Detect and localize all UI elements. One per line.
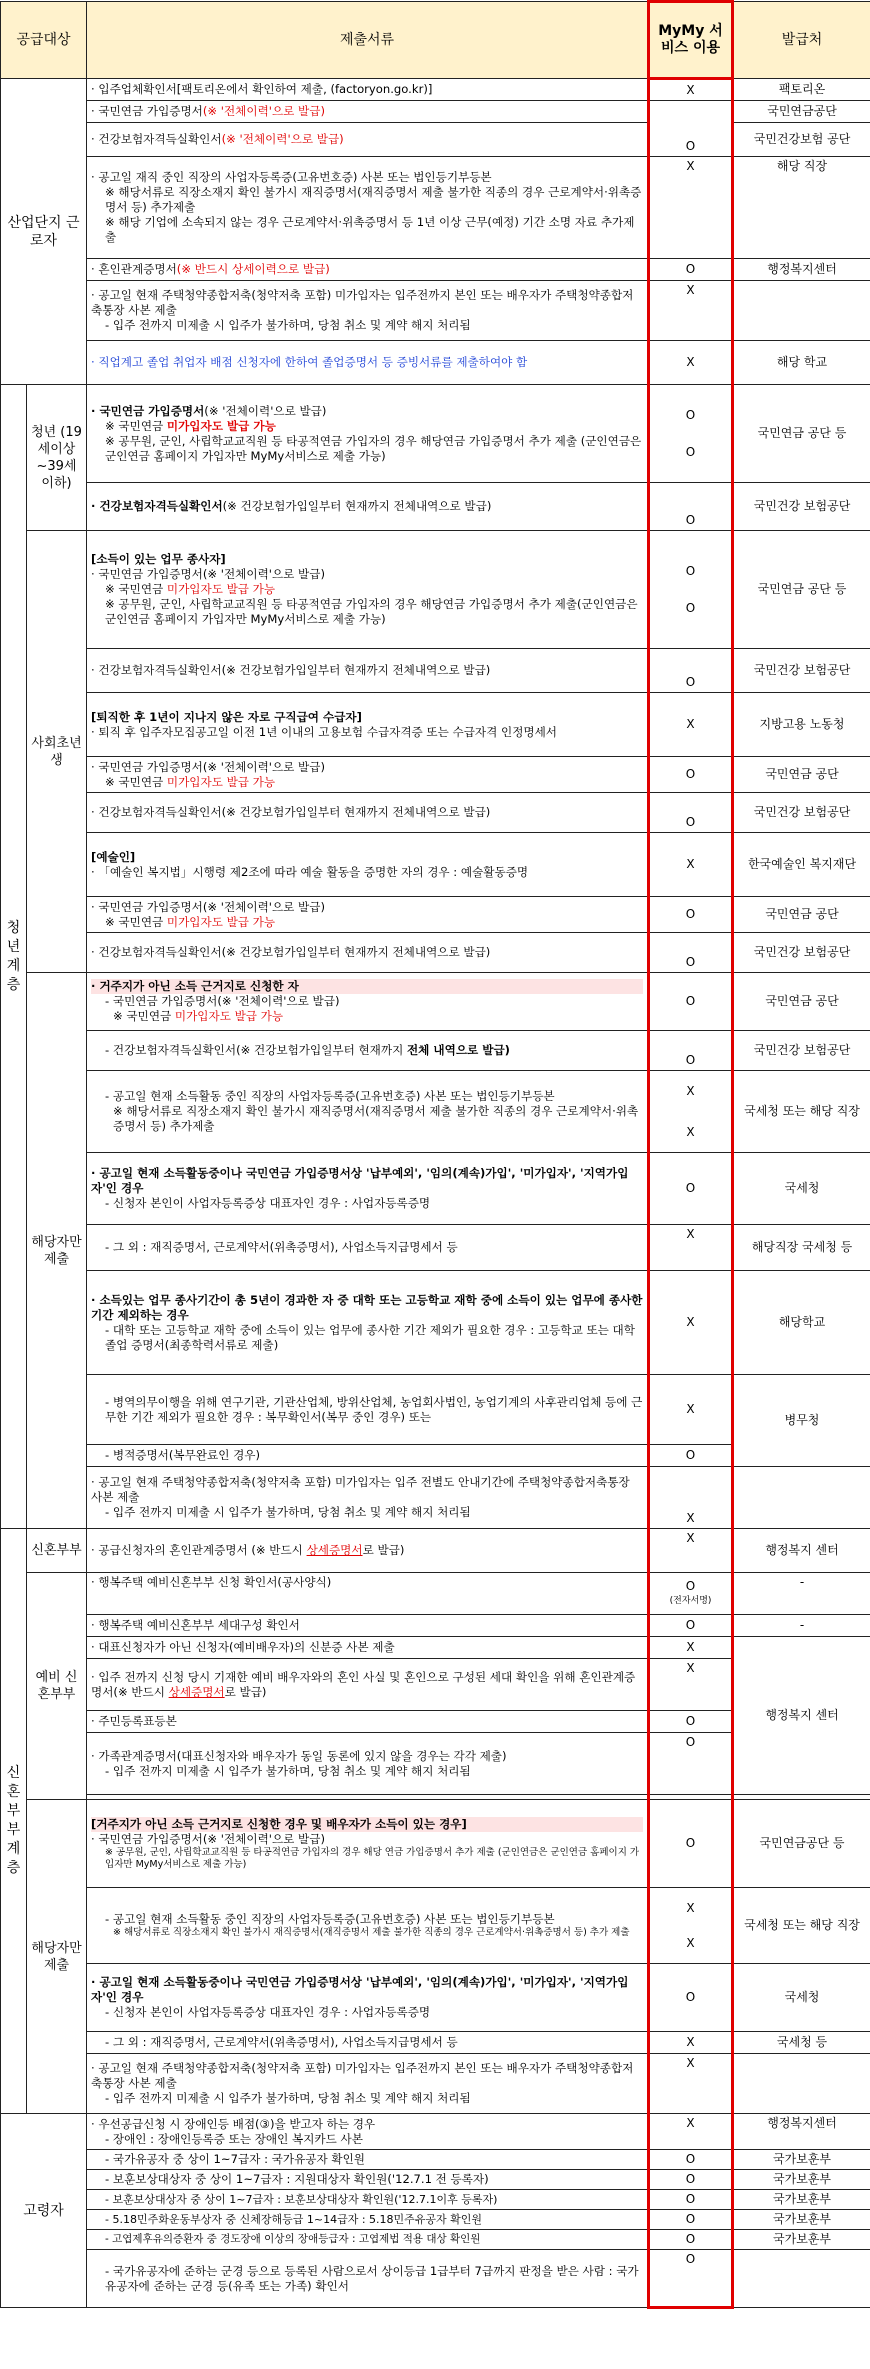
issuer-cell: 국민연금 공단 <box>733 897 870 933</box>
doc-cell: - 공고일 현재 소득활동 중인 직장의 사업자등록증(고유번호증) 사본 또는 법인등기부등본 ※ 해당서류로 직장소재지 확인 불가시 재직증명서(재직증명서 제출 불가한 직종의 경우 근로계약서·위촉증명서 등) 추가제출 <box>87 1071 649 1153</box>
issuer-cell: 국가보훈부 <box>733 2230 870 2250</box>
mymy-mark: O <box>649 1615 733 1637</box>
mymy-mark: X <box>649 1659 733 1711</box>
doc-cell: [퇴직한 후 1년이 지나지 않은 자로 구직급여 수급자] · 퇴직 후 입주자모집공고일 이전 1년 이내의 고용보험 수급자격증 또는 수급자격 인정명세서 <box>87 693 649 757</box>
col-header-mymy-service: MyMy 서비스 이용 <box>649 2 733 79</box>
table-row <box>1 531 870 649</box>
doc-cell: · 직업계고 졸업 취업자 배점 신청자에 한하여 졸업증명서 등 증빙서류를 제출하여야 함 <box>87 341 649 385</box>
table-row <box>1 2032 870 2054</box>
issuer-cell: 국민연금 공단 <box>733 757 870 793</box>
table-row <box>1 79 870 101</box>
table-row <box>1 2230 870 2250</box>
mymy-mark: O <box>649 1445 733 1467</box>
issuer-cell: 팩토리온 <box>733 79 870 101</box>
issuer-cell <box>733 281 870 341</box>
issuer-cell: 국가보훈부 <box>733 2210 870 2230</box>
mymy-mark: O <box>649 101 733 157</box>
table-row <box>1 933 870 973</box>
issuer-cell: 국세청 또는 해당 직장 <box>733 1071 870 1153</box>
table-row <box>1 157 870 259</box>
table-header-row <box>1 2 870 79</box>
mymy-mark: O <box>649 649 733 693</box>
doc-cell: · 입주업체확인서[팩토리온에서 확인하여 제출, (factoryon.go.kr)] <box>87 79 649 101</box>
issuer-cell: 국가보훈부 <box>733 2150 870 2170</box>
mymy-mark: X <box>649 1271 733 1375</box>
mymy-mark: X <box>649 1225 733 1271</box>
doc-cell: · 건강보험자격득실확인서(※ 건강보험가입일부터 현재까지 전체내역으로 발급) <box>87 483 649 531</box>
mymy-mark: X <box>649 341 733 385</box>
table-row <box>1 2114 870 2150</box>
doc-cell: - 공고일 현재 소득활동 중인 직장의 사업자등록증(고유번호증) 사본 또는 법인등기부등본 ※ 해당서류로 직장소재지 확인 불가시 재직증명서(재직증명서 제출 불가한 직종의 경우 근로계약서·위촉증명서 등) 추가 제출 <box>87 1888 649 1964</box>
mymy-mark: O <box>649 2250 733 2308</box>
mymy-mark: X <box>649 2054 733 2114</box>
table-row <box>1 259 870 281</box>
doc-cell: · 주민등록표등본 <box>87 1711 649 1733</box>
table-row <box>1 2250 870 2308</box>
table-row <box>1 281 870 341</box>
doc-cell: · 우선공급신청 시 장애인등 배점(③)을 받고자 하는 경우 - 장애인 : 장애인등록증 또는 장애인 복지카드 사본 <box>87 2114 649 2150</box>
doc-cell: [예술인] · 「예술인 복지법」시행령 제2조에 따라 예술 활동을 증명한 자의 경우 : 예술활동증명 <box>87 833 649 897</box>
issuer-cell: 해당 직장 <box>733 157 870 259</box>
col-header-issuer: 발급처 <box>733 2 870 79</box>
doc-cell: · 입주 전까지 신청 당시 기재한 예비 배우자와의 혼인 사실 및 혼인으로 구성된 세대 확인을 위해 혼인관계증명서(※ 반드시 상세증명서로 발급) <box>87 1659 649 1711</box>
doc-cell: · 건강보험자격득실확인서(※ 건강보험가입일부터 현재까지 전체내역으로 발급) <box>87 933 649 973</box>
issuer-cell: - <box>733 1615 870 1637</box>
doc-cell: - 병적증명서(복무완료인 경우) <box>87 1445 649 1467</box>
doc-cell: [거주지가 아닌 소득 근거지로 신청한 경우 및 배우자가 소득이 있는 경우] · 국민연금 가입증명서(※ '전체이력'으로 발급) ※ 공무원, 군인, 사립학교교직원 등 타공적연금 가입자의 경우 해당 연금 가입증명서 추가 제출 (군인연금은 군인연금 홈페이지 가입자만 MyMy서비스로 제출 가능) <box>87 1800 649 1888</box>
mymy-mark: X <box>649 1467 733 1529</box>
table-row <box>1 1964 870 2032</box>
table-row <box>1 1225 870 1271</box>
table-row <box>1 341 870 385</box>
table-row <box>1 1031 870 1071</box>
mymy-mark: O <box>649 1800 733 1888</box>
doc-cell: · 혼인관계증명서(※ 반드시 상세이력으로 발급) <box>87 259 649 281</box>
table-row <box>1 2150 870 2170</box>
mymy-mark: O <box>649 1031 733 1071</box>
issuer-cell: 행정복지 센터 <box>733 1637 870 1795</box>
table-row <box>1 1888 870 1964</box>
table-row <box>1 2170 870 2190</box>
issuer-cell: 국가보훈부 <box>733 2170 870 2190</box>
mymy-mark: O <box>649 483 733 531</box>
doc-cell: - 건강보험자격득실확인서(※ 건강보험가입일부터 현재까지 전체 내역으로 발급) <box>87 1031 649 1071</box>
table-row <box>1 1071 870 1153</box>
doc-cell: · 공급신청자의 혼인관계증명서 (※ 반드시 상세증명서로 발급) <box>87 1529 649 1573</box>
group-newlywed: 신혼부부계층 <box>1 1529 27 2114</box>
doc-cell: [소득이 있는 업무 종사자] · 국민연금 가입증명서(※ '전체이력'으로 발급) ※ 국민연금 미가입자도 발급 가능 ※ 공무원, 군인, 사립학교교직원 등 타공적연금 가입자의 경우 해당연금 가입증명서 추가 제출(군인연금은 군인연금 홈페이지 가입자만 MyMy서비스로 제출 가능) <box>87 531 649 649</box>
table-row <box>1 973 870 1031</box>
table-row <box>1 1271 870 1375</box>
table-row <box>1 757 870 793</box>
table-row <box>1 2054 870 2114</box>
issuer-cell: 행정복지센터 <box>733 259 870 281</box>
doc-cell: · 국민연금 가입증명서(※ '전체이력'으로 발급) ※ 국민연금 미가입자도 발급 가능 <box>87 757 649 793</box>
mymy-mark: X <box>649 281 733 341</box>
mymy-mark: O <box>649 897 733 933</box>
issuer-cell: 국민건강 보험공단 <box>733 483 870 531</box>
table-row <box>1 897 870 933</box>
subgroup-newlywed: 신혼부부 <box>27 1529 87 1573</box>
issuer-cell: 지방고용 노동청 <box>733 693 870 757</box>
table-row <box>1 793 870 833</box>
issuer-cell: 국민건강 보험공단 <box>733 649 870 693</box>
issuer-cell: 행정복지 센터 <box>733 1529 870 1573</box>
mymy-mark: X <box>649 2114 733 2150</box>
mymy-mark: O O <box>649 385 733 483</box>
doc-cell: - 5.18민주화운동부상자 중 신체장해등급 1~14급자 : 5.18민주유공자 확인원 <box>87 2210 649 2230</box>
doc-cell: · 공고일 현재 주택청약종합저축(청약저축 포함) 미가입자는 입주전까지 본인 또는 배우자가 주택청약종합저축통장 사본 제출 - 입주 전까지 미제출 시 입주가 불가하며, 당첨 취소 및 계약 해지 처리됨 <box>87 2054 649 2114</box>
mymy-mark: X X <box>649 1071 733 1153</box>
doc-cell: · 행복주택 예비신혼부부 세대구성 확인서 <box>87 1615 649 1637</box>
doc-cell: · 건강보험자격득실확인서(※ 건강보험가입일부터 현재까지 전체내역으로 발급) <box>87 649 649 693</box>
issuer-cell: 병무청 <box>733 1375 870 1467</box>
issuer-cell: 해당직장 국세청 등 <box>733 1225 870 1271</box>
mymy-mark: X X <box>649 1888 733 1964</box>
table-row <box>1 1615 870 1637</box>
doc-cell: · 공고일 현재 주택청약종합저축(청약저축 포함) 미가입자는 입주 전별도 안내기간에 주택청약종합저축통장 사본 제출 - 입주 전까지 미제출 시 입주가 불가하며, 당첨 취소 및 계약 해지 처리됨 <box>87 1467 649 1529</box>
issuer-cell: 국세청 <box>733 1964 870 2032</box>
doc-cell: · 국민연금 가입증명서(※ '전체이력'으로 발급) <box>87 101 649 123</box>
issuer-cell <box>733 2054 870 2114</box>
issuer-cell: 국민연금 공단 등 <box>733 531 870 649</box>
mymy-mark: O <box>649 2210 733 2230</box>
mymy-mark: X <box>649 1375 733 1445</box>
table-row <box>1 693 870 757</box>
doc-cell: · 공고일 현재 주택청약종합저축(청약저축 포함) 미가입자는 입주전까지 본인 또는 배우자가 주택청약종합저축통장 사본 제출 - 입주 전까지 미제출 시 입주가 불가하며, 당첨 취소 및 계약 해지 처리됨 <box>87 281 649 341</box>
mymy-mark: O <box>649 259 733 281</box>
table-row <box>1 1153 870 1225</box>
issuer-cell: 국가보훈부 <box>733 2190 870 2210</box>
issuer-cell: 국민건강 보험공단 <box>733 793 870 833</box>
subgroup-early-career: 사회초년생 <box>27 531 87 973</box>
table-row <box>1 385 870 483</box>
doc-cell: · 공고일 재직 중인 직장의 사업자등록증(고유번호증) 사본 또는 법인등기부등본 ※ 해당서류로 직장소재지 확인 불가시 재직증명서(재직증명서 제출 불가한 직종의 경우 근로계약서·위촉증명서 등) 추가제출 ※ 해당 기업에 소속되지 않는 경우 근로계약서·위촉증명서 등 1년 이상 근무(예정) 기간 소명 자료 추가제출 <box>87 157 649 259</box>
table-row <box>1 1467 870 1529</box>
group-youth: 청년계층 <box>1 385 27 1529</box>
table-row <box>1 1375 870 1445</box>
issuer-cell: 해당학교 <box>733 1271 870 1375</box>
group-industrial: 산업단지 근로자 <box>1 79 87 385</box>
mymy-mark: X <box>649 2032 733 2054</box>
doc-cell: · 가족관계증명서(대표신청자와 배우자가 동일 동론에 있지 않을 경우는 각각 제출) - 입주 전까지 미제출 시 입주가 불가하며, 당첨 취소 및 계약 해지 처리됨 <box>87 1733 649 1795</box>
mymy-mark: X <box>649 157 733 259</box>
table-row <box>1 833 870 897</box>
mymy-mark: X <box>649 79 733 101</box>
doc-cell: - 그 외 : 재직증명서, 근로계약서(위촉증명서), 사업소득지급명세서 등 <box>87 1225 649 1271</box>
doc-cell: · 건강보험자격득실확인서(※ '전체이력'으로 발급) <box>87 123 649 157</box>
table-row <box>1 483 870 531</box>
doc-cell: - 고엽제후유의증환자 중 경도장애 이상의 장애등급자 : 고엽제법 적용 대상 확인원 <box>87 2230 649 2250</box>
mymy-mark: X <box>649 693 733 757</box>
issuer-cell: 국민연금공단 <box>733 101 870 123</box>
doc-cell: - 국가유공자 중 상이 1~7급자 : 국가유공자 확인원 <box>87 2150 649 2170</box>
subgroup-newlywed-optional: 해당자만 제출 <box>27 1800 87 2114</box>
table-row <box>1 1637 870 1659</box>
mymy-mark: O <box>649 2150 733 2170</box>
mymy-mark: X <box>649 1529 733 1573</box>
issuer-cell: 해당 학교 <box>733 341 870 385</box>
issuer-cell <box>733 2250 870 2308</box>
col-header-documents: 제출서류 <box>87 2 649 79</box>
mymy-mark: O <box>649 973 733 1031</box>
doc-cell: · 행복주택 예비신혼부부 신청 확인서(공사양식) <box>87 1573 649 1615</box>
doc-cell: · 소득있는 업무 종사기간이 총 5년이 경과한 자 중 대학 또는 고등학교 재학 중에 소득이 있는 업무에 종사한 기간 제외하는 경우 - 대학 또는 고등학교 재학 중에 소득이 있는 업무에 종사한 기간 제외가 필요한 경우 : 고등학교 또는 대학 졸업 증명서(최종학력서류로 제출) <box>87 1271 649 1375</box>
doc-cell: · 국민연금 가입증명서(※ '전체이력'으로 발급) ※ 국민연금 미가입자도 발급 가능 ※ 공무원, 군인, 사립학교교직원 등 타공적연금 가입자의 경우 해당연금 가입증명서 추가 제출 (군인연금은 군인연금 홈페이지 가입자만 MyMy서비스로 제출 가능) <box>87 385 649 483</box>
mymy-mark: O <box>649 1733 733 1795</box>
table-row <box>1 649 870 693</box>
issuer-cell: 국민연금 공단 <box>733 973 870 1031</box>
mymy-mark: X <box>649 833 733 897</box>
mymy-mark: O <box>649 1711 733 1733</box>
mymy-mark: O <box>649 2170 733 2190</box>
mymy-mark: O O <box>649 531 733 649</box>
issuer-cell: 국민연금공단 등 <box>733 1800 870 1888</box>
col-header-target: 공급대상 <box>1 2 87 79</box>
mymy-mark: O <box>649 757 733 793</box>
mymy-mark: O <box>649 1964 733 2032</box>
table-row <box>1 1800 870 1888</box>
issuer-cell: - <box>733 1573 870 1615</box>
table-row <box>1 123 870 157</box>
issuer-cell: 국세청 또는 해당 직장 <box>733 1888 870 1964</box>
doc-cell: - 국가유공자에 준하는 군경 등으로 등록된 사람으로서 상이등급 1급부터 7급까지 판정을 받은 사람 : 국가유공자에 준하는 군경 등(유족 또는 가족) 확인서 <box>87 2250 649 2308</box>
issuer-cell: 국민건강보험 공단 <box>733 123 870 157</box>
doc-cell: - 보훈보상대상자 중 상이 1~7급자 : 보훈보상대상자 확인원('12.7.1이후 등록자) <box>87 2190 649 2210</box>
group-elderly: 고령자 <box>1 2114 87 2308</box>
subgroup-youth: 청년 (19세이상~39세이하) <box>27 385 87 531</box>
table-row <box>1 1573 870 1615</box>
table-row <box>1 101 870 123</box>
subgroup-youth-optional: 해당자만 제출 <box>27 973 87 1529</box>
mymy-mark: O <box>649 933 733 973</box>
issuer-cell: 국민건강 보험공단 <box>733 933 870 973</box>
issuer-cell: 한국예술인 복지재단 <box>733 833 870 897</box>
doc-cell: - 그 외 : 재직증명서, 근로계약서(위촉증명서), 사업소득지급명세서 등 <box>87 2032 649 2054</box>
table-row <box>1 2210 870 2230</box>
doc-cell: · 대표신청자가 아닌 신청자(예비배우자)의 신분증 사본 제출 <box>87 1637 649 1659</box>
doc-cell: - 병역의무이행을 위해 연구기관, 기관산업체, 방위산업체, 농업회사법인, 농업기계의 사후관리업체 등에 근무한 기간 제외가 필요한 경우 : 복무확인서(복무 중인 경우) 또는 <box>87 1375 649 1445</box>
mymy-mark: O (전자서명) <box>649 1573 733 1615</box>
doc-cell: · 공고일 현재 소득활동중이나 국민연금 가입증명서상 '납부예외', '임의(계속)가입', '미가입자', '지역가입자'인 경우 - 신청자 본인이 사업자등록증상 대표자인 경우 : 사업자등록증명 <box>87 1153 649 1225</box>
issuer-cell: 국민연금 공단 등 <box>733 385 870 483</box>
mymy-mark: O <box>649 2230 733 2250</box>
doc-cell: · 거주지가 아닌 소득 근거지로 신청한 자 - 국민연금 가입증명서(※ '전체이력'으로 발급) ※ 국민연금 미가입자도 발급 가능 <box>87 973 649 1031</box>
issuer-cell: 행정복지센터 <box>733 2114 870 2150</box>
issuer-cell: 국민건강 보험공단 <box>733 1031 870 1071</box>
subgroup-prospective-newlywed: 예비 신혼부부 <box>27 1573 87 1800</box>
table-row <box>1 1529 870 1573</box>
mymy-mark: X <box>649 1637 733 1659</box>
issuer-cell: 국세청 등 <box>733 2032 870 2054</box>
mymy-mark: O <box>649 2190 733 2210</box>
issuer-cell: 국세청 <box>733 1153 870 1225</box>
mymy-mark: O <box>649 1153 733 1225</box>
mymy-mark: O <box>649 793 733 833</box>
doc-cell: · 건강보험자격득실확인서(※ 건강보험가입일부터 현재까지 전체내역으로 발급) <box>87 793 649 833</box>
doc-cell: - 보훈보상대상자 중 상이 1~7급자 : 지원대상자 확인원('12.7.1 전 등록자) <box>87 2170 649 2190</box>
table-row <box>1 2190 870 2210</box>
doc-cell: · 국민연금 가입증명서(※ '전체이력'으로 발급) ※ 국민연금 미가입자도 발급 가능 <box>87 897 649 933</box>
doc-cell: · 공고일 현재 소득활동중이나 국민연금 가입증명서상 '납부예외', '임의(계속)가입', '미가입자', '지역가입자'인 경우 - 신청자 본인이 사업자등록증상 대표자인 경우 : 사업자등록증명 <box>87 1964 649 2032</box>
issuer-cell <box>733 1467 870 1529</box>
